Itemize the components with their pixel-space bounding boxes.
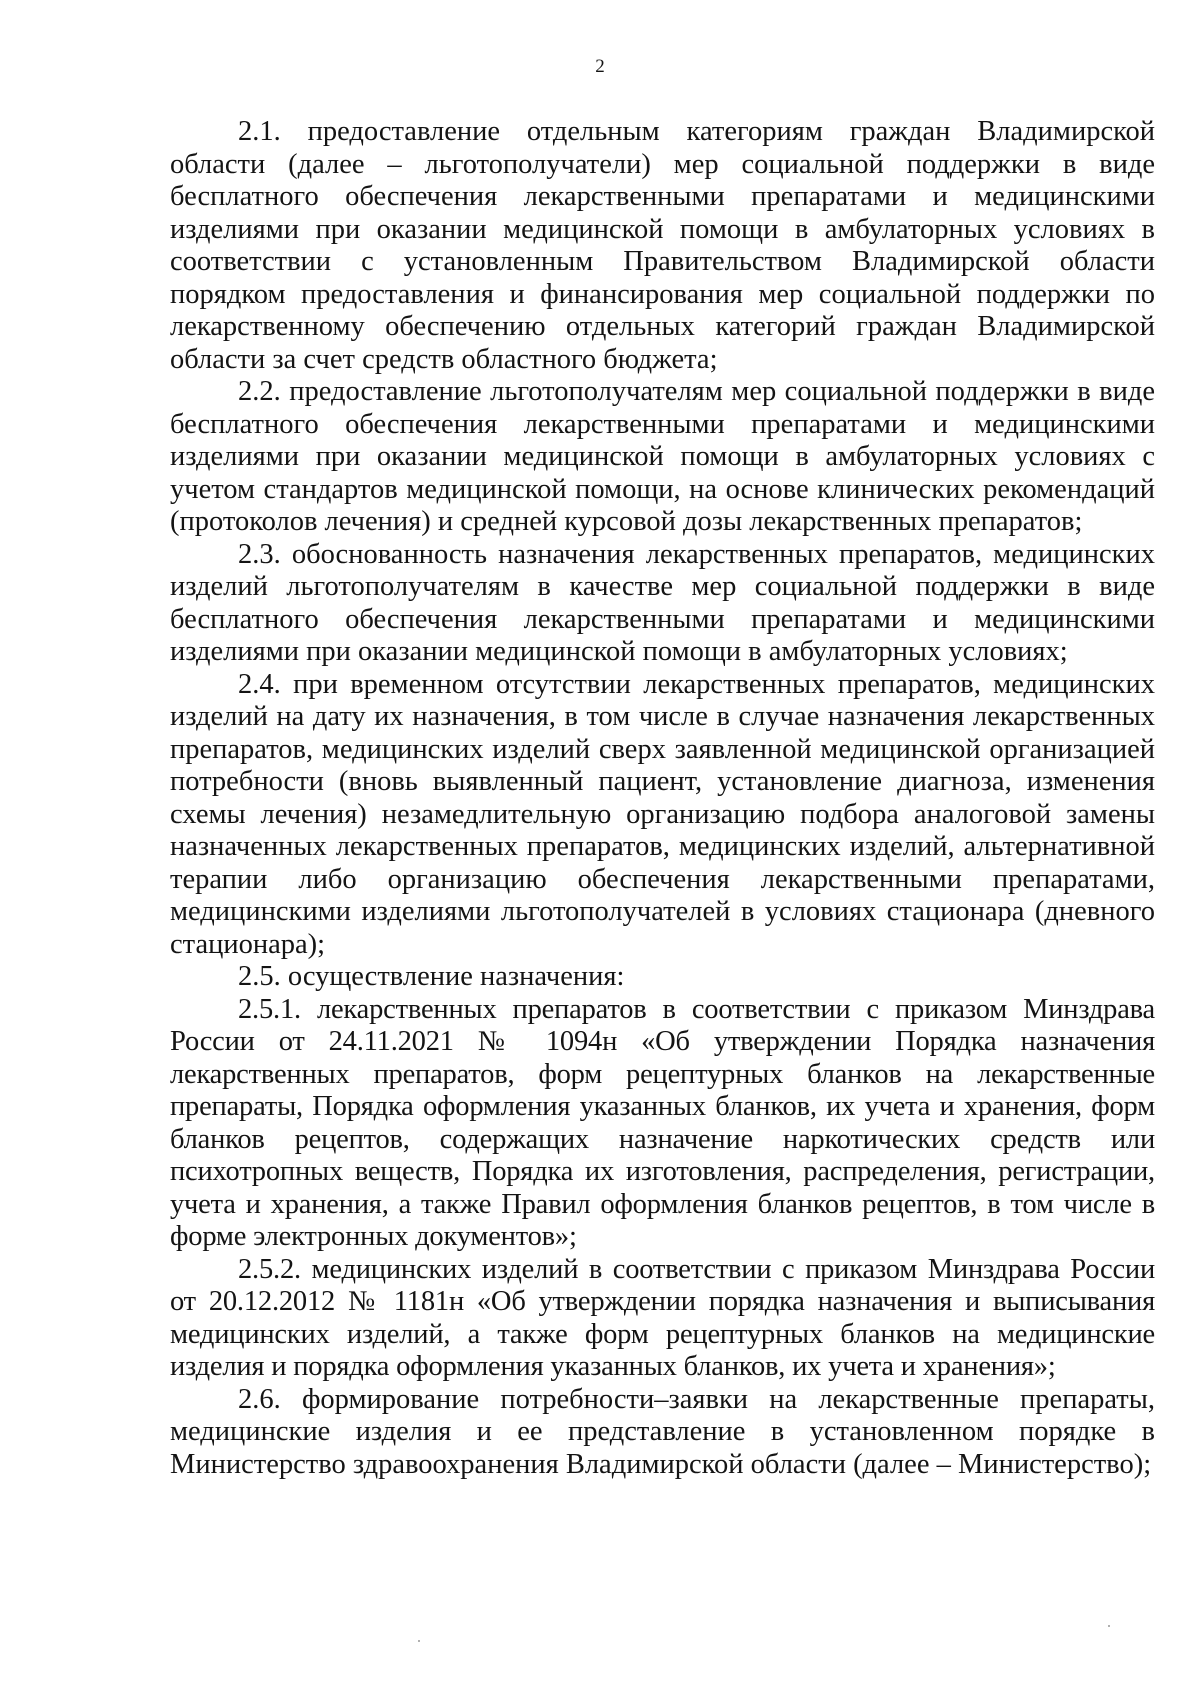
paragraph-2-5-1: 2.5.1. лекарственных препаратов в соответствии с приказом Минздрава России от 24.11.2021 № 1094н «Об утверждении Порядка назначения лекарственных препаратов, форм рецептурных бланков на лекарственные препараты, Порядка оформления указанных бланков, их учета и хранения, форм бланков рецептов, содержащих назначение наркотических средств или психотропных веществ, Порядка их изготовления, распределения, регистрации, учета и хранения, а также Правил оформления бланков рецептов, в том числе в форме электронных документов»; xyxy=(170,993,1155,1252)
paragraph-2-4: 2.4. при временном отсутствии лекарственных препаратов, медицинских изделий на дату их назначения, в том числе в случае назначения лекарственных препаратов, медицинских изделий сверх заявленной медицинской организацией потребности (вновь выявленный пациент, установление диагноза, изменения схемы лечения) незамедлительную организацию подбора аналоговой замены назначенных лекарственных препаратов, медицинских изделий, альтернативной терапии либо организацию обеспечения лекарственными препаратами, медицинскими изделиями льготополучателей в условиях стационара (дневного стационара); xyxy=(170,668,1155,960)
paragraph-2-1: 2.1. предоставление отдельным категориям граждан Владимирской области (далее – льготополучатели) мер социальной поддержки в виде бесплатного обеспечения лекарственными препаратами и медицинскими изделиями при оказании медицинской помощи в амбулаторных условиях в соответствии с установленным Правительством Владимирской области порядком предоставления и финансирования мер социальной поддержки по лекарственному обеспечению отдельных категорий граждан Владимирской области за счет средств областного бюджета; xyxy=(170,116,1155,375)
paragraph-2-5: 2.5. осуществление назначения: xyxy=(238,961,625,992)
paragraph-2-3: 2.3. обоснованность назначения лекарственных препаратов, медицинских изделий льготополучателям в качестве мер социальной поддержки в виде бесплатного обеспечения лекарственными препаратами и медицинскими изделиями при оказании медицинской помощи в амбулаторных условиях; xyxy=(170,538,1155,667)
paragraph-2-5-2: 2.5.2. медицинских изделий в соответствии с приказом Минздрава России от 20.12.2012 № 1181н «Об утверждении порядка назначения и выписывания медицинских изделий, а также форм рецептурных бланков на медицинские изделия и порядка оформления указанных бланков, их учета и хранения»; xyxy=(170,1253,1155,1382)
scan-speck xyxy=(418,1640,420,1642)
paragraph-2-6: 2.6. формирование потребности–заявки на лекарственные препараты, медицинские изделия и ее представление в установленном порядке в Министерство здравоохранения Владимирской области (далее – Министерство); xyxy=(170,1383,1155,1480)
page-number: 2 xyxy=(595,56,605,77)
document-body xyxy=(170,116,1155,1481)
paragraph-2-2: 2.2. предоставление льготополучателям мер социальной поддержки в виде бесплатного обеспечения лекарственными препаратами и медицинскими изделиями при оказании медицинской помощи в амбулаторных условиях с учетом стандартов медицинской помощи, на основе клинических рекомендаций (протоколов лечения) и средней курсовой дозы лекарственных препаратов; xyxy=(170,376,1155,537)
scan-speck xyxy=(1108,1625,1110,1627)
